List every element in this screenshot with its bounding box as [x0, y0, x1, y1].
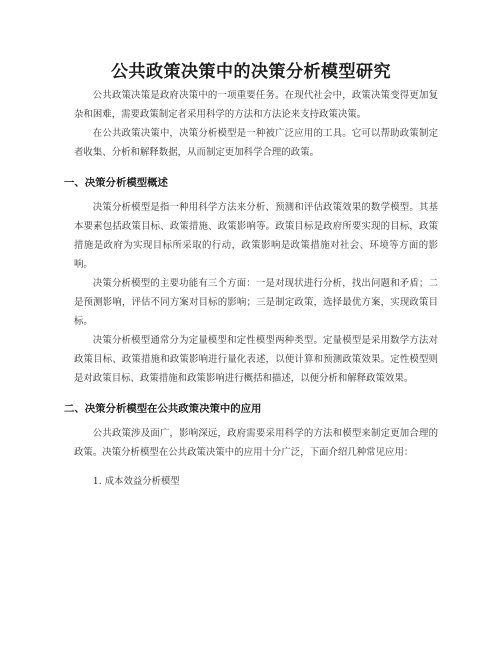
section-1-paragraph-3: 决策分析模型通常分为定量模型和定性模型两种类型。定量模型是采用数学方法对政策目标、政策措施和政策影响进行量化表述，以便计算和预测政策效果。定性模型则是对政策目标、政策措施和政策影响进行概括和描述，以便分析和解释政策效果。	[74, 335, 438, 384]
document-title: 公共政策决策中的决策分析模型研究	[111, 62, 391, 82]
section-1-paragraph-2: 决策分析模型的主要功能有三个方面：一是对现状进行分析，找出问题和矛盾；二是预测影响，评估不同方案对目标的影响；三是制定政策，选择最优方案，实现政策目标。	[74, 278, 438, 327]
list-item: 1. 成本效益分析模型	[92, 476, 180, 487]
section-1-paragraph-1: 决策分析模型是指一种用科学方法来分析、预测和评估政策效果的数学模型。其基本要素包括政策目标、政策措施、政策影响等。政策目标是政府所要实现的目标，政策措施是政府为实现目标所采取的行动，政策影响是政策措施对社会、环境等方面的影响。	[74, 202, 438, 270]
section-heading-2: 二、决策分析模型在公共政策决策中的应用	[64, 403, 262, 415]
section-heading-1: 一、决策分析模型概述	[64, 177, 168, 189]
section-2-paragraph-1: 公共政策涉及面广，影响深远，政府需要采用科学的方法和模型来制定更加合理的政策。决策分析模型在公共政策决策中的应用十分广泛，下面介绍几种常见应用：	[74, 428, 438, 458]
intro-paragraph-1: 公共政策决策是政府决策中的一项重要任务。在现代社会中，政策决策变得更加复杂和困难，需要政策制定者采用科学的方法和方法论来支持政策决策。	[74, 90, 438, 120]
intro-paragraph-2: 在公共政策决策中，决策分析模型是一种被广泛应用的工具。它可以帮助政策制定者收集、分析和解释数据，从而制定更加科学合理的政策。	[74, 128, 438, 158]
